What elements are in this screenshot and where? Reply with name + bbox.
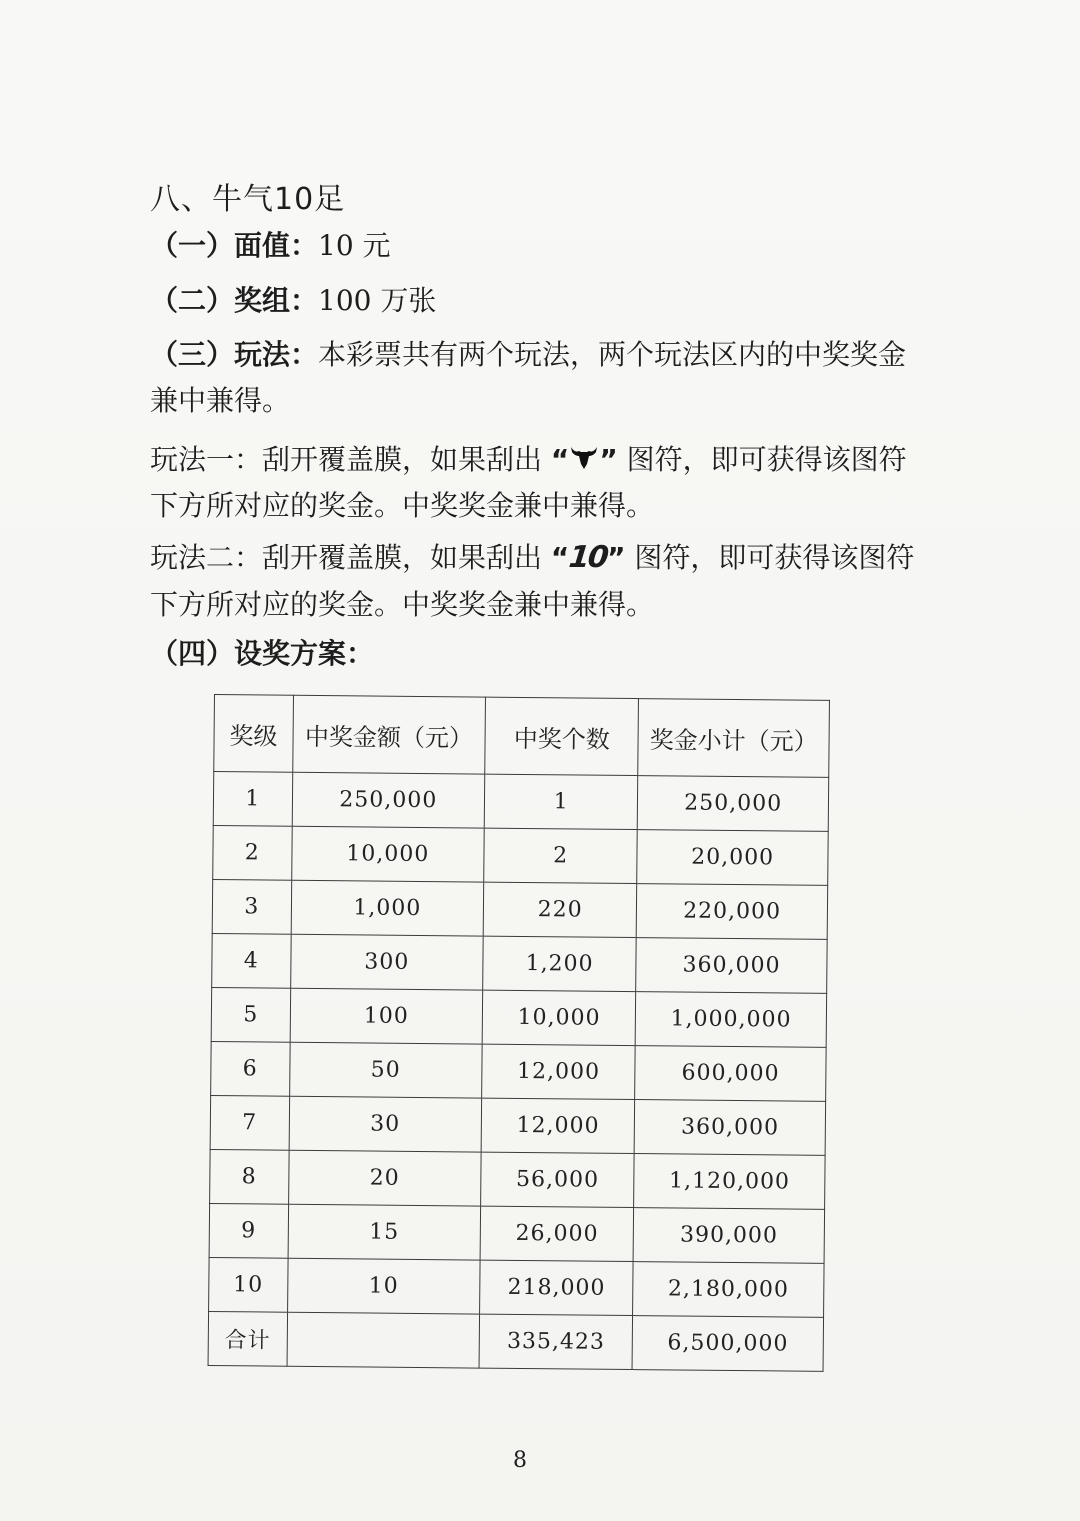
table-cell: 360,000: [636, 938, 827, 994]
table-cell: 220,000: [637, 884, 828, 940]
game-two-open-quote: “: [550, 541, 570, 574]
prize-table: [208, 694, 830, 1372]
table-cell: 600,000: [635, 1046, 826, 1102]
table-row: [213, 825, 828, 885]
table-row: [211, 987, 826, 1047]
table-cell: 9: [209, 1203, 288, 1258]
face-value-label: （一）面值：: [150, 229, 319, 262]
table-cell: 2: [213, 825, 292, 880]
table-cell: 250,000: [292, 772, 485, 828]
table-cell: 30: [289, 1096, 482, 1152]
gameplay-text-line2: 兼中兼得。: [150, 384, 291, 417]
table-cell: 6,500,000: [632, 1316, 823, 1372]
gameplay-label: （三）玩法：: [150, 338, 319, 371]
table-row: [211, 1041, 826, 1101]
table-row: [209, 1203, 824, 1263]
table-cell: 250,000: [638, 776, 829, 832]
table-cell: 1: [213, 772, 292, 827]
table-cell: 8: [210, 1149, 289, 1204]
table-row: [210, 1095, 825, 1155]
table-cell: 4: [212, 933, 291, 988]
table-row: [210, 1149, 825, 1209]
prize-group-label: （二）奖组：: [150, 284, 319, 317]
ten-symbol-icon: 10: [567, 540, 609, 575]
table-cell: 56,000: [481, 1152, 635, 1207]
table-header-cell: 奖级: [214, 695, 293, 773]
page-number: 8: [513, 1448, 527, 1473]
prize-group-text: 100 万张: [318, 284, 437, 317]
table-cell: 20: [288, 1150, 481, 1206]
table-cell: 1,200: [483, 936, 637, 991]
table-cell: 12,000: [482, 1044, 636, 1099]
face-value-text: 10 元: [318, 229, 391, 262]
table-cell: 26,000: [480, 1206, 634, 1261]
table-cell: 335,423: [479, 1314, 633, 1369]
table-cell: 360,000: [634, 1100, 825, 1156]
table-cell: 10: [287, 1258, 480, 1314]
table-header-cell: 奖金小计（元）: [638, 699, 829, 778]
table-cell: 12,000: [481, 1098, 635, 1153]
game-one-line2: 下方所对应的奖金。中奖奖金兼中兼得。: [150, 489, 655, 522]
table-cell: 7: [210, 1095, 289, 1150]
table-cell: 2,180,000: [633, 1262, 824, 1318]
game-one-open-quote: “: [550, 443, 570, 476]
prize-group-line: [150, 284, 437, 317]
bull-icon: [569, 444, 599, 472]
game-one-close-quote: ”: [599, 443, 618, 476]
table-cell: 300: [290, 934, 483, 990]
table-cell: 390,000: [633, 1208, 824, 1264]
game-two-close-quote: ”: [607, 541, 626, 574]
table-cell: 100: [290, 988, 483, 1044]
table-cell: 1,000,000: [636, 992, 827, 1048]
table-cell: 220: [483, 882, 637, 937]
face-value-line: [150, 229, 391, 262]
table-cell: [287, 1312, 480, 1368]
table-header-cell: 中奖金额（元）: [292, 695, 485, 774]
table-cell: 5: [211, 987, 290, 1042]
prize-plan-label: （四）设奖方案：: [150, 637, 375, 670]
table-cell: 6: [211, 1041, 290, 1096]
prize-table-wrapper: [214, 694, 842, 1358]
game-one-line: [150, 444, 907, 474]
table-row: [212, 933, 827, 993]
table-header-cell: 中奖个数: [485, 697, 639, 775]
game-one-suffix: 图符，即可获得该图符: [626, 443, 907, 476]
game-two-suffix: 图符，即可获得该图符: [634, 541, 915, 574]
gameplay-text-line1: 本彩票共有两个玩法，两个玩法区内的中奖奖金: [318, 338, 907, 371]
table-cell: 15: [288, 1204, 481, 1260]
game-two-line2: 下方所对应的奖金。中奖奖金兼中兼得。: [150, 588, 655, 621]
game-two-prefix: 玩法二：刮开覆盖膜，如果刮出: [150, 541, 543, 574]
table-header-row: [214, 695, 830, 778]
table-row: [212, 879, 827, 939]
table-row: [213, 772, 828, 832]
table-cell: 10,000: [291, 826, 484, 882]
table-cell: 1,000: [291, 880, 484, 936]
table-cell: 1,120,000: [634, 1154, 825, 1210]
table-cell: 合计: [208, 1311, 287, 1366]
table-cell: 1: [484, 774, 638, 829]
table-cell: 50: [289, 1042, 482, 1098]
gameplay-line: [150, 338, 907, 371]
table-cell: 10: [209, 1257, 288, 1312]
game-two-line: [150, 540, 915, 575]
table-cell: 20,000: [637, 830, 828, 886]
table-cell: 2: [484, 828, 638, 883]
table-cell: 218,000: [480, 1260, 634, 1315]
section-title: 八、牛气10足: [150, 182, 346, 217]
table-cell: 10,000: [482, 990, 636, 1045]
game-one-prefix: 玩法一：刮开覆盖膜，如果刮出: [150, 443, 543, 476]
table-cell: 3: [212, 879, 291, 934]
table-total-row: [208, 1311, 823, 1371]
table-row: [209, 1257, 824, 1317]
